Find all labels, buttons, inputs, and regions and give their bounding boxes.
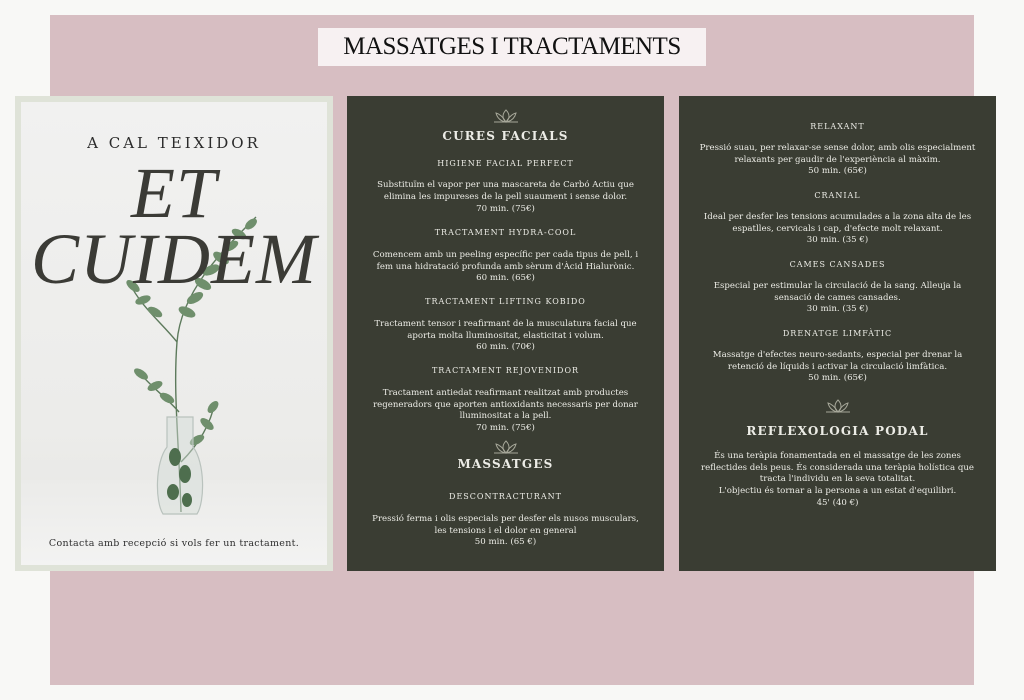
contact-note: Contacta amb recepció si vols fer un tractament. — [48, 538, 300, 549]
treatment-price: 30 min. (35 €) — [806, 304, 869, 314]
lotus-icon — [492, 108, 520, 124]
treatment-price: 70 min. (75€) — [476, 204, 535, 214]
treatment-description: Substituïm el vapor per una mascareta de Carbó Actiu que elimina les impureses de la pell suaument i sense dolor. — [377, 180, 634, 202]
treatment-description: Pressió ferma i olis especials per desfer els nusos musculars, les tensions i el dolor en general — [372, 514, 639, 536]
menu-panel-facials — [347, 96, 664, 571]
treatment-description: Massatge d'efectes neuro-sedants, especial per drenar la retenció de líquids i activar la circulació limfàtica. — [712, 350, 963, 372]
treatment-description: Especial per estimular la circulació de la sang. Alleuja la sensació de cames cansades. — [713, 281, 962, 303]
treatment-price: 60 min. (70€) — [476, 342, 535, 352]
treatment-name: RELAXANT — [810, 122, 865, 131]
section-heading-massages: MASSATGES — [457, 457, 554, 471]
treatment-price: 30 min. (35 €) — [806, 235, 869, 245]
treatment-price: 60 min. (65€) — [476, 273, 535, 283]
treatment-name: CRANIAL — [814, 191, 861, 200]
treatment-name: TRACTAMENT HYDRA-COOL — [434, 228, 577, 237]
treatment-name: DRENATGE LIMFÀTIC — [782, 329, 893, 338]
treatment-price: 50 min. (65€) — [808, 166, 867, 176]
treatment-name: DESCONTRACTURANT — [449, 492, 562, 501]
treatment-price: 70 min. (75€) — [476, 423, 535, 433]
treatment-description: Comencem amb un peeling específic per cada tipus de pell, i fem una hidratació profunda amb sèrum d'Àcid Hialurònic. — [372, 250, 639, 272]
lotus-icon — [492, 439, 520, 455]
treatment-price: 50 min. (65€) — [808, 373, 867, 383]
cover-image — [21, 102, 327, 565]
treatment-name: CAMES CANSADES — [789, 260, 886, 269]
cover-panel — [15, 96, 333, 571]
lotus-icon — [824, 398, 852, 414]
treatment-name: TRACTAMENT LIFTING KOBIDO — [425, 297, 586, 306]
treatment-description: Tractament antiedat reafirmant realitzat amb productes regeneradors que aporten antioxidants necessaris per donar lluminositat a la pell. — [373, 388, 638, 421]
menu-panel-massages — [679, 96, 996, 571]
section-heading-reflexology: REFLEXOLOGIA PODAL — [746, 424, 929, 438]
brand-name: A CAL TEIXIDOR — [87, 134, 261, 152]
treatment-description: Tractament tensor i reafirmant de la musculatura facial que aporta molta lluminositat, elasticitat i volum. — [374, 319, 637, 341]
hero-title-line1: ET — [130, 153, 218, 233]
treatment-description: Ideal per desfer les tensions acumulades a la zona alta de les espatlles, cervicals i cap, d'efecte molt relaxant. — [703, 212, 972, 234]
hero-title-line2: CUIDEM — [31, 219, 317, 299]
treatment-description: Pressió suau, per relaxar-se sense dolor, amb olis especialment relaxants per gaudir de l'experiència al màxim. — [699, 143, 976, 165]
treatment-description: És una teràpia fonamentada en el massatge de les zones reflectides dels peus. És considerada una teràpia holística que tracta l'individu en la seva totalitat. L'objectiu és tornar a la persona a un estat d'equilibri. — [701, 451, 974, 496]
section-heading-facials: CURES FACIALS — [442, 129, 569, 143]
treatment-price: 50 min. (65 €) — [474, 537, 537, 547]
treatment-name: TRACTAMENT REJOVENIDOR — [431, 366, 580, 375]
treatment-name: HIGIENE FACIAL PERFECT — [437, 159, 574, 168]
treatment-price: 45' (40 €) — [816, 498, 859, 508]
page-title: MASSATGES I TRACTAMENTS — [318, 28, 706, 66]
